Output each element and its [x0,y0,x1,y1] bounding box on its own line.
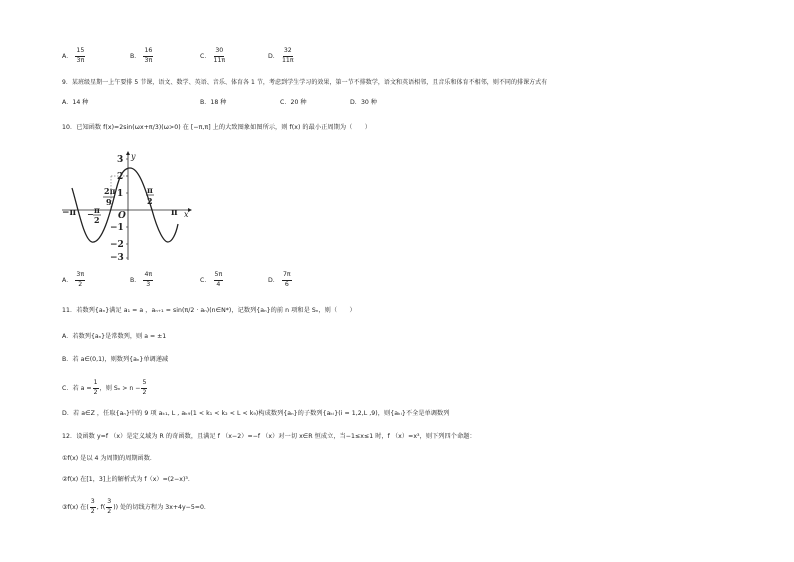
label-neg-pi-2-num: π [94,205,100,215]
sine-curve [72,168,178,242]
x-axis-label: x [184,210,189,219]
q8-option-a [62,48,86,64]
q11-option-c-frac2: $\frac{5}{2}$ [142,379,147,396]
q10-option-d-fraction: $\frac{7\pi}{6}$ [282,271,291,288]
q10-option-b-fraction: $\frac{4\pi}{3}$ [144,271,153,288]
q11-option-b: B．若 a∈(0,1)，则数列{aₙ}单调递减 [62,356,169,363]
label-pi-2-den: 2 [147,196,153,206]
q10-option-c-label: C． [200,277,211,284]
label-neg-pi-2-sign: − [87,209,94,219]
q9-option-b: B．18 种 [200,99,227,106]
q12-stem: 12．设函数 y=f （x）是定义域为 R 的奇函数，且满足 f （x−2）=−f （x）对一切 x∈R 恒成立，当−1≤x≤1 时，f （x）=x³，则下列四个命题： [62,433,476,440]
q11-option-c-mid: ，则 Sₙ > n − [99,385,141,392]
q10-option-a [62,272,86,288]
y-axis-arrow-icon [126,151,130,155]
q12-item-3-mid: , f( [96,504,106,511]
q9-option-a: A．14 种 [62,99,89,106]
x-label-neg-pi: −π [62,208,77,218]
label-pi-2-num: π [147,185,153,195]
y-tick-label-neg3: −3 [110,253,124,263]
q8-option-d-label: D． [268,53,279,60]
q8-option-d-fraction: $\frac{32}{11\pi}$ [281,47,294,64]
q11-option-c-frac1: $\frac{1}{2}$ [93,379,98,396]
q12-item-3-post: )) 处的切线方程为 3x+4y−5=0． [113,504,211,511]
q9-stem: 9．某班级星期一上午要排 5 节课，语文、数学、英语、音乐、体育各 1 节，考虑到学生学习的效果，第一节不排数学，语文和英语相邻，且音乐和体育不相邻，则不同的排课方式有 [62,79,548,86]
q12-item-3-pre: ③f(x) 在( [62,504,89,511]
q12-item-3-frac1: $\frac{3}{2}$ [90,498,95,515]
origin-label: O [118,211,126,221]
q11-option-c [62,380,148,396]
q12-item-3-frac2: $\frac{3}{2}$ [107,498,112,515]
q8-option-c [200,48,226,64]
q10-option-c-fraction: $\frac{5\pi}{4}$ [214,271,223,288]
q10-option-d-label: D． [268,277,279,284]
q9-option-c: C．20 种 [280,99,307,106]
q10-graph [60,148,200,263]
q10-option-a-fraction: $\frac{3\pi}{2}$ [76,271,85,288]
q12-item-1: ①f(x) 是以 4 为周期的周期函数． [62,455,157,462]
q10-stem: 10．已知函数 f(x)=2sin(ωx+π/3)(ω>0) 在 [−π,π] 上的大致图象如图所示，则 f(x) 的最小正周期为（ ） [62,124,372,131]
q8-option-a-fraction: $\frac{15}{3\pi}$ [76,47,85,64]
q8-option-d [268,48,295,64]
y-tick-label-1: 1 [117,189,124,199]
y-tick-label-neg2: −2 [110,240,124,250]
y-tick-label-neg1: −1 [110,223,124,233]
q8-option-a-label: A． [62,53,73,60]
q11-stem: 11．若数列{aₙ}满足 a₁ = a ，aₙ₊₁ = sin(π/2 · aₙ)(n∈N*)，记数列{aₙ}的前 n 项和是 Sₙ，则（ ） [62,307,356,314]
q8-option-b-fraction: $\frac{16}{3\pi}$ [144,47,153,64]
q10-option-c [200,272,224,288]
label-2pi-9-den: 9 [106,197,112,207]
q10-option-b-label: B． [130,277,141,284]
label-2pi-9-num: 2π [104,186,116,196]
y-tick-label-3: 3 [117,155,124,165]
q10-option-b [130,272,154,288]
q9-option-d: D．30 种 [350,99,377,106]
q10-option-a-label: A． [62,277,73,284]
x-axis-arrow-icon [188,208,192,212]
q8-option-b-label: B． [130,53,141,60]
q12-item-3 [62,499,210,515]
q12-item-2: ②f(x) 在[1，3]上的解析式为 f（x）=(2−x)³． [62,476,195,483]
y-tick-label-2: 2 [117,172,124,182]
q11-option-d: D．若 a∈Z ，任取{aₙ}中的 9 项 aₖ₁, L , aₖ₉(1 < k₁ < k₂ < L < k₉)构成数列{aₙ}的子数列{aₖᵢ}(i = 1,2,L ,9)，则{aₖᵢ}不全是单调数列 [62,410,450,417]
q11-option-c-pre: C．若 a = [62,385,92,392]
q8-option-b [130,48,154,64]
q10-option-d [268,272,293,288]
q11-option-a: A．若数列{aₙ}是常数列，则 a = ±1 [62,333,167,340]
label-neg-pi-2-den: 2 [94,215,100,225]
x-label-pi: π [171,208,178,218]
q8-option-c-fraction: $\frac{30}{11\pi}$ [213,47,226,64]
q8-option-c-label: C． [200,53,211,60]
y-axis-label: y [131,152,136,161]
